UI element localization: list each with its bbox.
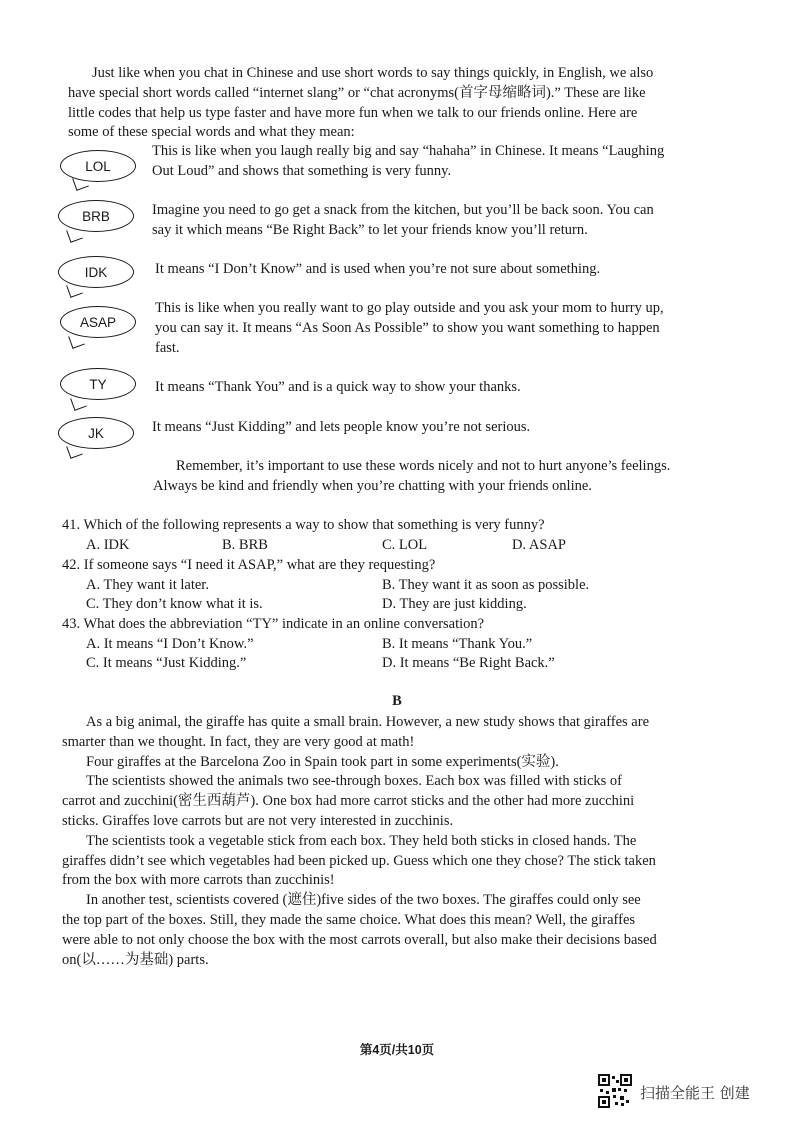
definition-line: Imagine you need to go get a snack from the kitchen, but you’ll be back soon. You can	[152, 202, 654, 218]
b-paragraph-line: on(以……为基础) parts.	[62, 951, 209, 968]
intro-paragraph	[68, 64, 686, 143]
bubble-label: IDK	[84, 264, 108, 280]
brb-bubble	[58, 200, 134, 232]
definition-line: This is like when you really want to go play outside and you ask your mom to hurry up,	[155, 300, 664, 316]
intro-line: Just like when you chat in Chinese and use short words to say things quickly, in English, we also	[92, 65, 654, 81]
definition-line: It means “Thank You” and is a quick way to show your thanks.	[155, 379, 521, 395]
idk-definition	[155, 260, 685, 280]
qr-code-icon	[598, 1074, 632, 1108]
remember-line-1: Remember, it’s important to use these words nicely and not to hurt anyone’s feelings.	[176, 458, 671, 474]
remember-line-2: Always be kind and friendly when you’re chatting with your friends online.	[153, 478, 592, 494]
b-paragraph-line: carrot and zucchini(密生西葫芦). One box had more carrot sticks and the other had more zucchini	[62, 793, 635, 810]
definition-line: It means “I Don’t Know” and is used when you’re not sure about something.	[155, 261, 601, 277]
intro-line: some of these special words and what they mean:	[68, 124, 355, 141]
b-paragraph-line: giraffes didn’t see which vegetables had been picked up. Guess which one they chose? The stick taken	[62, 852, 656, 869]
idk-bubble	[58, 256, 134, 288]
bubble-label: LOL	[85, 158, 111, 174]
q42-option-a[interactable]: A. They want it later.	[86, 577, 209, 593]
bubble-label: TY	[89, 376, 107, 392]
q41-option-b[interactable]: B. BRB	[222, 537, 268, 553]
bubble-label: JK	[88, 425, 104, 441]
b-paragraph-line: were able to not only choose the box with the most carrots overall, but also make their decisions based	[62, 931, 657, 948]
definition-line: It means “Just Kidding” and lets people know you’re not serious.	[152, 419, 531, 435]
definition-line: This is like when you laugh really big and say “hahaha” in Chinese. It means “Laughing	[152, 143, 665, 159]
b-paragraph-line: from the box with more carrots than zucchinis!	[62, 872, 335, 889]
definition-line: Out Loud” and shows that something is very funny.	[152, 162, 452, 179]
asap-definition	[155, 299, 685, 358]
question-43-stem: 43. What does the abbreviation “TY” indicate in an online conversation?	[62, 616, 485, 632]
b-paragraph-line: In another test, scientists covered (遮住)five sides of the two boxes. The giraffes could only see	[86, 892, 641, 909]
intro-line: have special short words called “internet slang” or “chat acronyms(首字母缩略词).” These are like	[68, 84, 646, 101]
section-b-body	[62, 713, 686, 970]
b-paragraph-line: The scientists showed the animals two see-through boxes. Each box was filled with sticks of	[86, 773, 622, 790]
section-b-heading: B	[392, 693, 402, 709]
q42-option-c[interactable]: C. They don’t know what it is.	[86, 596, 263, 612]
q41-option-a[interactable]: A. IDK	[86, 537, 130, 553]
q41-option-d[interactable]: D. ASAP	[512, 537, 566, 553]
definition-line: say it which means “Be Right Back” to let your friends know you’ll return.	[152, 221, 588, 238]
jk-bubble	[58, 417, 134, 449]
lol-definition	[152, 142, 682, 182]
q42-option-b[interactable]: B. They want it as soon as possible.	[382, 577, 590, 593]
scanner-watermark-text: 扫描全能王 创建	[640, 1084, 750, 1102]
q43-option-c[interactable]: C. It means “Just Kidding.”	[86, 655, 247, 671]
intro-line: little codes that help us type faster and have more fun when we talk to our friends online. Here are	[68, 104, 638, 121]
b-paragraph-line: sticks. Giraffes love carrots but are not very interested in zucchinis.	[62, 812, 454, 829]
q43-option-a[interactable]: A. It means “I Don’t Know.”	[86, 636, 254, 652]
brb-definition	[152, 201, 682, 241]
definition-line: you can say it. It means “As Soon As Possible” to show you want something to happen	[155, 319, 660, 336]
lol-bubble	[60, 150, 136, 182]
b-paragraph-line: Four giraffes at the Barcelona Zoo in Spain took part in some experiments(实验).	[86, 753, 559, 770]
b-paragraph-line: As a big animal, the giraffe has quite a small brain. However, a new study shows that giraffes are	[86, 714, 650, 730]
question-41-stem: 41. Which of the following represents a way to show that something is very funny?	[62, 517, 545, 533]
page-number: 第4页/共10页	[359, 1043, 435, 1057]
ty-bubble	[60, 368, 136, 400]
ty-definition	[155, 378, 685, 398]
q42-option-d[interactable]: D. They are just kidding.	[382, 596, 527, 612]
b-paragraph-line: The scientists took a vegetable stick from each box. They held both sticks in closed hands. The	[86, 832, 637, 849]
jk-definition	[152, 418, 682, 438]
bubble-label: ASAP	[79, 314, 117, 330]
q43-option-d[interactable]: D. It means “Be Right Back.”	[382, 655, 555, 671]
question-42-stem: 42. If someone says “I need it ASAP,” what are they requesting?	[62, 557, 436, 573]
q43-option-b[interactable]: B. It means “Thank You.”	[382, 636, 533, 652]
definition-line: fast.	[155, 339, 180, 356]
b-paragraph-line: the top part of the boxes. Still, they made the same choice. What does this mean? Well, the giraffes	[62, 911, 636, 928]
b-paragraph-line: smarter than we thought. In fact, they are very good at math!	[62, 733, 415, 750]
asap-bubble	[60, 306, 136, 338]
q41-option-c[interactable]: C. LOL	[382, 537, 428, 553]
bubble-label: BRB	[82, 208, 110, 224]
